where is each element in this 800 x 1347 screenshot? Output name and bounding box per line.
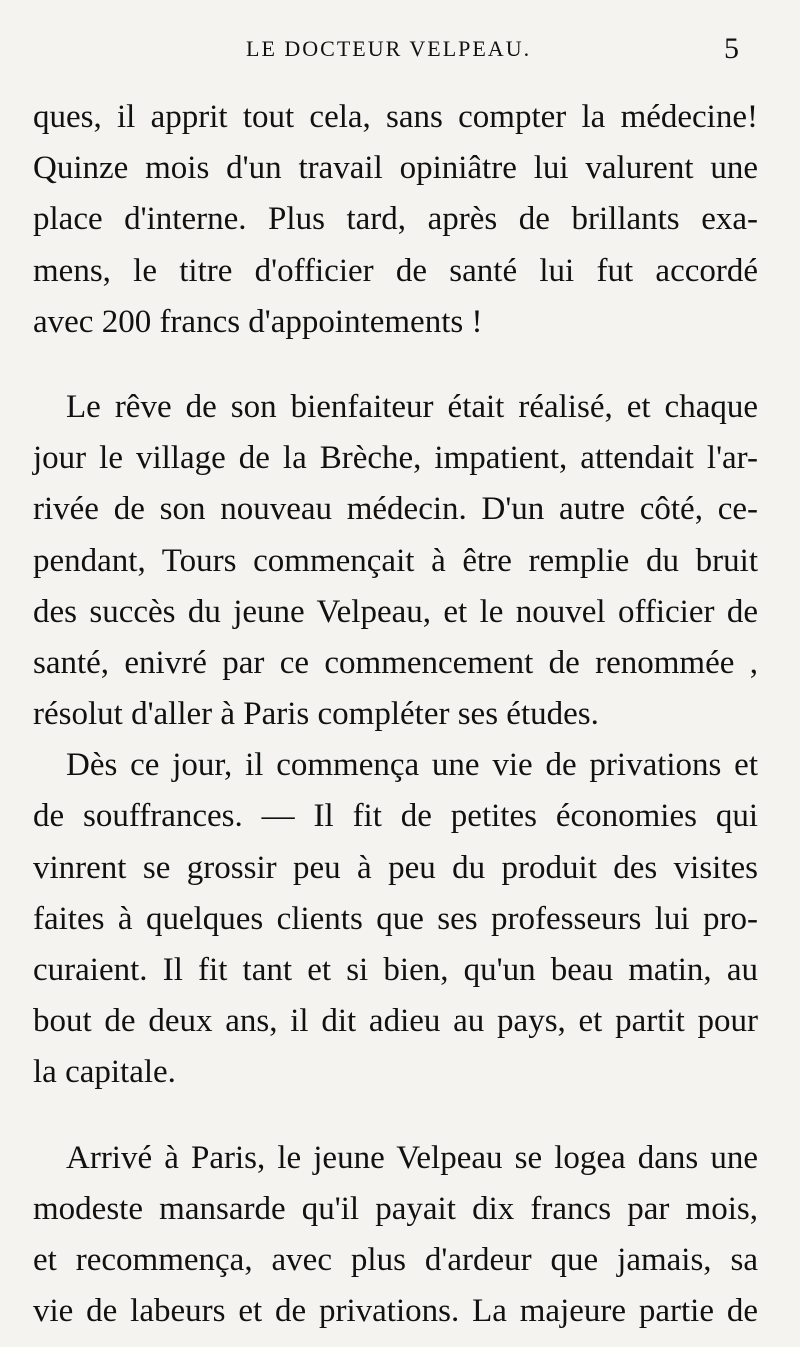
text-line: Quinze mois d'un travail opiniâtre lui valurent une [33, 150, 758, 187]
text-line: des succès du jeune Velpeau, et le nouvel officier de [33, 593, 758, 630]
text-line: faites à quelques clients que ses professeurs lui pro- [33, 900, 758, 937]
text-line: et recommença, avec plus d'ardeur que jamais, sa [33, 1241, 758, 1278]
page-number: 5 [724, 32, 739, 65]
text-line: pendant, Tours commençait à être remplie du bruit [33, 542, 758, 579]
paragraph-4 [33, 1133, 758, 1338]
paragraph-3 [33, 740, 758, 1098]
running-title: LE DOCTEUR VELPEAU. [246, 36, 532, 61]
text-line: curaient. Il fit tant et si bien, qu'un beau matin, au [33, 952, 758, 988]
body-text [33, 92, 758, 1337]
paragraph-2 [33, 382, 758, 740]
text-line: vinrent se grossir peu à peu du produit des visites [33, 849, 758, 886]
text-line: avec 200 francs d'appointements ! [33, 303, 483, 340]
text-line: rivée de son nouveau médecin. D'un autre côté, ce- [33, 491, 758, 528]
text-line: modeste mansarde qu'il payait dix francs par mois, [33, 1190, 758, 1227]
paragraph-gap [33, 348, 758, 382]
text-line: résolut d'aller à Paris compléter ses études. [33, 696, 599, 733]
text-line: vie de labeurs et de privations. La majeure partie de [33, 1293, 758, 1330]
paragraph-1 [33, 92, 758, 348]
paragraph-gap [33, 1099, 758, 1133]
text-line: place d'interne. Plus tard, après de brillants exa- [33, 201, 758, 238]
page-header [0, 32, 800, 76]
text-line: Arrivé à Paris, le jeune Velpeau se logea dans une [66, 1139, 758, 1176]
text-line: ques, il apprit tout cela, sans compter la médecine! [33, 99, 758, 135]
text-line: mens, le titre d'officier de santé lui fut accordé [33, 252, 758, 289]
text-line: bout de deux ans, il dit adieu au pays, et partit pour [33, 1003, 758, 1040]
text-line: de souffrances. — Il fit de petites économies qui [33, 798, 758, 835]
text-line: la capitale. [33, 1054, 176, 1091]
text-line: santé, enivré par ce commencement de renommée , [33, 644, 758, 681]
text-line: Le rêve de son bienfaiteur était réalisé, et chaque [66, 388, 758, 425]
text-line: Dès ce jour, il commença une vie de privations et [66, 747, 758, 784]
text-line: jour le village de la Brèche, impatient, attendait l'ar- [33, 440, 758, 477]
